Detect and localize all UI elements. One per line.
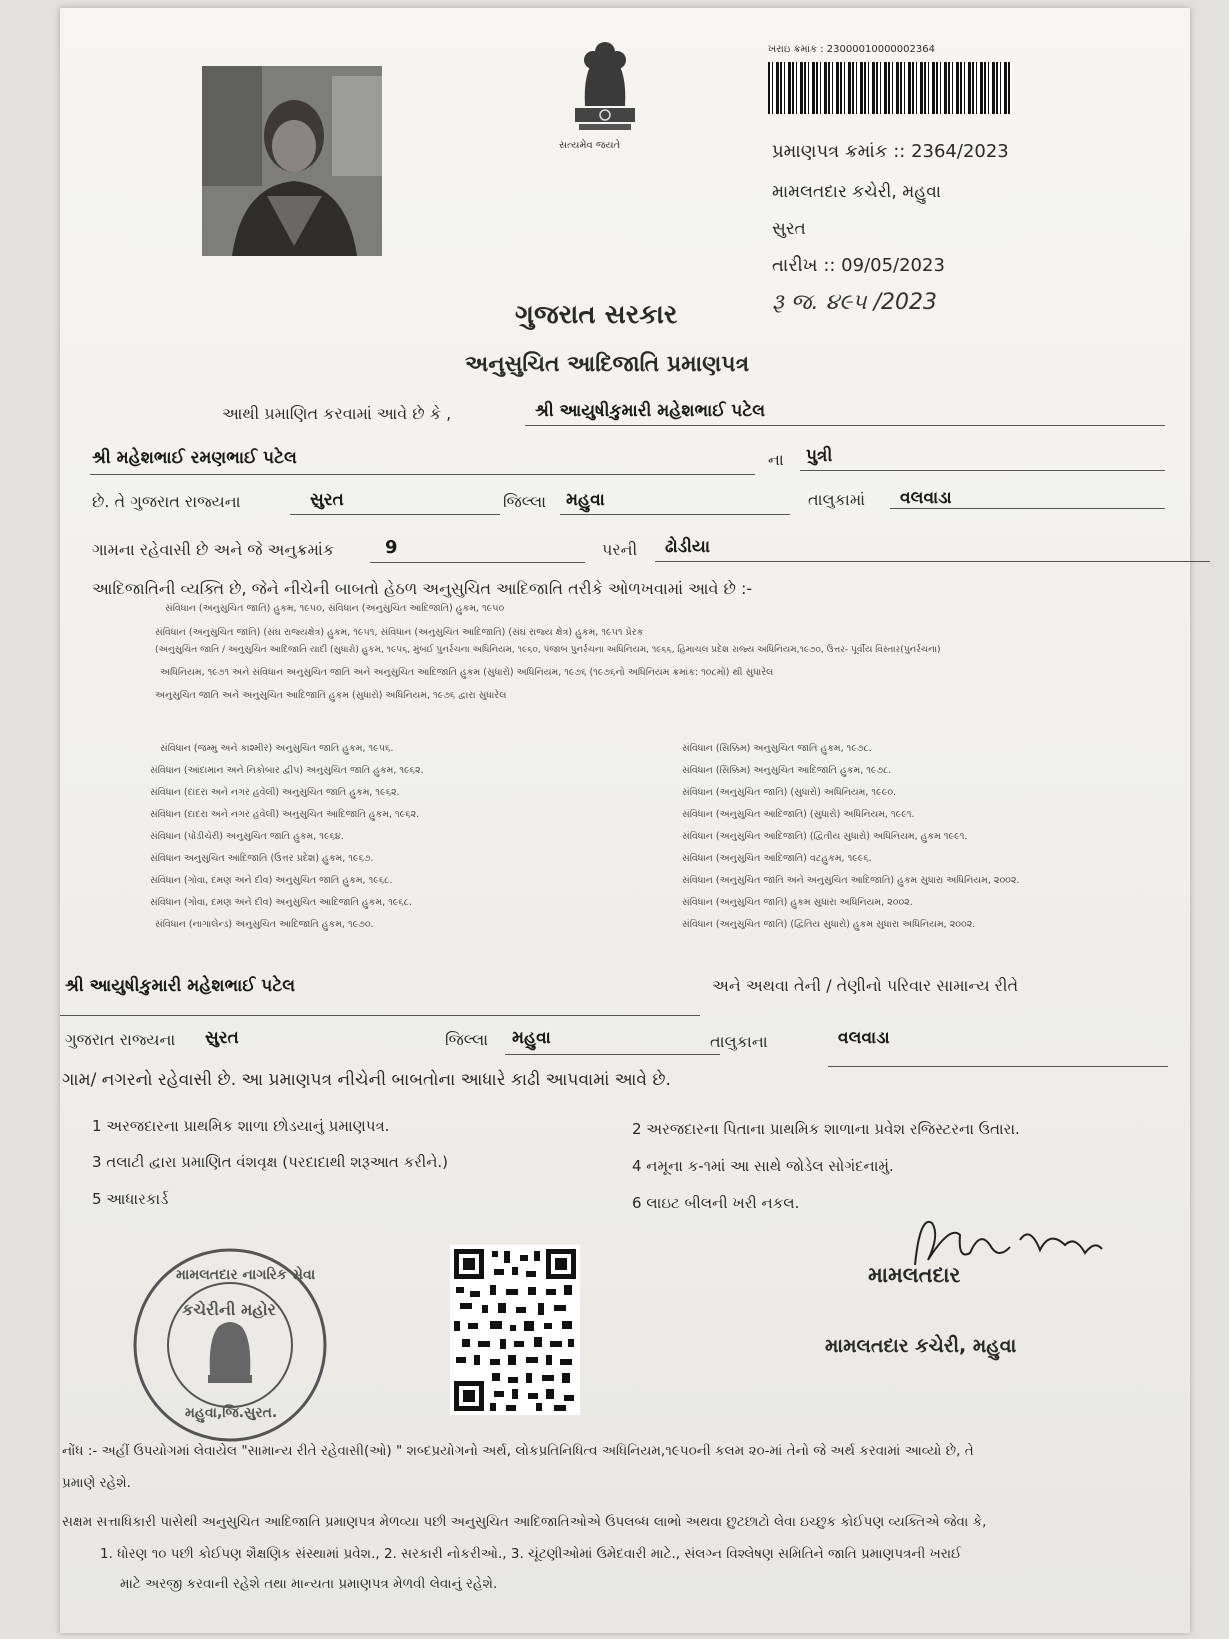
- father-underline: [90, 474, 755, 475]
- tribe-value: ઢોડીયા: [665, 537, 710, 557]
- village-underline: [890, 508, 1165, 509]
- emblem-motto: સત્યમેવ જયતે: [559, 140, 621, 151]
- law-left-item: સંવિધાન (જમ્મુ અને કાશ્મીર) અનુસુચિત જાતિ હુકમ, ૧૯૫૬.: [160, 743, 394, 754]
- residence-village-value: વલવાડા: [838, 1028, 890, 1048]
- document-item: 5 આધારકાર્ડ: [92, 1190, 169, 1208]
- residence-taluka-value: મહુવા: [512, 1028, 551, 1048]
- residence-district-label: જિલ્લા: [445, 1030, 489, 1049]
- seal-top-text: મામલતદાર નાગરિક સેવા: [176, 1267, 316, 1283]
- note-2: સક્ષમ સત્તાધિકારી પાસેથી અનુસુચિત આદિજાતિ પ્રમાણપત્ર મેળવ્યા પછી અનુસુચિત આદિજાતિઓએ ઉપલબ્ધ લાભો અથવા છુટછાટો લેવા ઇચ્છુક કોઈપણ વ્યક્તિએ જેવા કે,: [62, 1514, 987, 1530]
- residence-name-underline: [60, 1015, 700, 1016]
- law-right-item: સંવિધાન (સિક્કિમ) અનુસુચિત જાતિ હુકમ, ૧૯૭૮.: [682, 743, 872, 754]
- taluka-label: તાલુકામાં: [808, 490, 866, 509]
- name-underline: [525, 425, 1165, 426]
- resident-prefix: ગામના રહેવાસી છે અને જે અનુક્રમાંક: [92, 540, 335, 559]
- officer-title: મામલતદાર: [868, 1263, 961, 1287]
- government-title: ગુજરાત સરકાર: [515, 300, 678, 330]
- barcode-label: ખરાઇ ક્રમાંક : 23000010000002364: [768, 44, 935, 55]
- relation-value: પુત્રી: [806, 446, 833, 466]
- law-left-item: સંવિધાન (ગોવા, દમણ અને દીવ) અનુસુચિત આદિજાતિ હુકમ, ૧૯૬૮.: [150, 897, 412, 908]
- seal-bottom-text: મહુવા,જિ.સુરત.: [185, 1405, 278, 1421]
- law-left-item: સંવિધાન (દાદરા અને નગર હવેલી) અનુસુચિત આદિજાતિ હુકમ, ૧૯૬૨.: [150, 809, 420, 820]
- intro-text: આથી પ્રમાણિત કરવામાં આવે છે કે ,: [222, 404, 452, 423]
- law-right-item: સંવિધાન (અનુસુચિત આદિજાતિ) (દ્વિતીય સુધારો) અધિનિયમ, હુકમ ૧૯૯૧.: [682, 831, 968, 842]
- document-item: 3 તલાટી દ્વારા પ્રમાણિત વંશવૃક્ષ (પરદાદાથી શરૂઆત કરીને.): [92, 1153, 449, 1171]
- law-right-item: સંવિધાન (અનુસુચિત જાતિ અને અનુસુચિત આદિજાતિ) હુકમ સુધારા અધિનિયમ, ૨૦૦૨.: [682, 875, 1020, 886]
- residence-closing: ગામ/ નગરનો રહેવાસી છે. આ પ્રમાણપત્ર નીચેની બાબતોના આધારે કાઢી આપવામાં આવે છે.: [62, 1070, 671, 1090]
- serial-number: 9: [385, 537, 398, 558]
- law-left-item: સંવિધાન (નાગાલેન્ડ) અનુસુચિત આદિજાતિ હુકમ, ૧૯૭૦.: [155, 919, 374, 930]
- certificate-title: અનુસુચિત આદિજાતિ પ્રમાણપત્ર: [465, 352, 750, 377]
- note-3: 1. ધોરણ ૧૦ પછી કોઈપણ શૈક્ષણિક સંસ્થામાં પ્રવેશ., 2. સરકારી નોકરીઓ., 3. ચૂંટણીઓમાં ઉમેદવારી માટે., સંલગ્ન વિશ્લેષણ સમિતિને જાતિ પ્રમાણપત્રની ખરાઈ: [100, 1546, 962, 1562]
- certificate-number: પ્રમાણપત્ર ક્રમાંક :: 2364/2023: [772, 141, 1009, 162]
- law-right-item: સંવિધાન (અનુસુચિત જાતિ) (સુધારો) અધિનિયમ, ૧૯૯૦.: [682, 787, 897, 798]
- declaration-text: આદિજાતિની વ્યક્તિ છે, જેને નીચેની બાબતો હેઠળ અનુસુચિત આદિજાતિ તરીકે ઓળખવામાં આવે છે :-: [92, 579, 753, 598]
- national-emblem-icon: [555, 28, 655, 156]
- document-item: 1 અરજદારના પ્રાથમિક શાળા છોડયાનું પ્રમાણપત્ર.: [92, 1117, 390, 1135]
- district-label: જિલ્લા: [503, 492, 547, 511]
- law-left-item: સંવિધાન (ગોવા, દમણ અને દીવ) અનુસુચિત જાતિ હુકમ, ૧૯૬૮.: [150, 875, 393, 886]
- note-4: માટે અરજી કરવાની રહેશે તથા માન્યતા પ્રમાણપત્ર મેળવી લેવાનું રહેશે.: [120, 1576, 498, 1592]
- law-left-item: સંવિધાન (દાદરા અને નગર હવેલી) અનુસુચિત જાતિ હુકમ, ૧૯૬૨.: [150, 787, 400, 798]
- law-line: અધિનિયમ, ૧૯૭૧ અને સંવિધાન અનુસુચિત જાતિ અને અનુસુચિત આદિજાતિ હુકમ (સુધારો) અધિનિયમ, ૧૯૭૬ (૧૯૭૬નો અધિનિયમ ક્રમાંક: ૧૦૮મો) થી સુધારેલ: [160, 667, 774, 678]
- barcode-icon: [768, 62, 1012, 114]
- na-label: ના: [768, 450, 784, 469]
- law-right-item: સંવિધાન (અનુસુચિત જાતિ) (દ્વિતિય સુધારો) હુકમ સુધારા અધિનિયમ, ૨૦૦૨.: [682, 919, 976, 930]
- village-value: વલવાડા: [900, 488, 952, 508]
- law-right-item: સંવિધાન (અનુસુચિત આદિજાતિ) વટહુકમ, ૧૯૯૬.: [682, 853, 872, 864]
- document-item: 2 અરજદારના પિતાના પ્રાથમિક શાળાના પ્રવેશ રજિસ્ટરના ઉતારા.: [632, 1120, 1020, 1138]
- taluka-underline: [560, 514, 790, 515]
- applicant-photo: [202, 66, 382, 256]
- law-left-item: સંવિધાન (આંદામાન અને નિકોબાર દ્વીપ) અનુસુચિત જાતિ હુકમ, ૧૯૬૨.: [150, 765, 424, 776]
- residence-state-prefix: ગુજરાત રાજ્યના: [65, 1030, 176, 1049]
- residence-district-value: સુરત: [205, 1028, 239, 1048]
- note-1b: પ્રમાણે રહેશે.: [62, 1475, 131, 1491]
- handwritten-reference: રૂ જ. ૪૯૫ /2023: [772, 290, 938, 315]
- issue-date: તારીખ :: 09/05/2023: [772, 255, 945, 276]
- family-text: અને અથવા તેની / તેણીનો પરિવાર સામાન્ય રીતે: [712, 976, 1019, 995]
- document-item: 4 નમૂના ક-૧માં આ સાથે જોડેલ સોગંદનામું.: [632, 1157, 894, 1175]
- state-prefix: છે. તે ગુજરાત રાજ્યના: [92, 492, 241, 511]
- law-line: (અનુસુચિત જાતિ / અનુસુચિત આદિજાતિ યાદી (સુધારો) હુકમ, ૧૯૫૬, મુંબઈ પુનર્રચના અધિનિયમ, ૧૯૬૦, પંજાબ પુનર્રચના અધિનિયમ, ૧૯૬૬, હિમાચલ પ્રદેશ રાજ્ય અધિનિયમ,૧૯૭૦, ઉત્તર- પૂર્વીય વિસ્તાર(પુનર્રચના): [155, 645, 941, 655]
- tribe-underline: [655, 561, 1210, 562]
- district-underline: [290, 514, 500, 515]
- residence-taluka-underline: [505, 1054, 720, 1055]
- residence-village-underline: [828, 1066, 1168, 1067]
- district-value: સુરત: [310, 490, 344, 510]
- law-left-item: સંવિધાન અનુસુચિત આદિજાતિ (ઉત્તર પ્રદેશ) હુકમ, ૧૯૬૭.: [150, 853, 374, 864]
- issuing-office: મામલતદાર કચેરી, મહુવા: [772, 182, 942, 202]
- office-seal: [130, 1245, 330, 1445]
- law-left-item: સંવિધાન (પોંડીચેરી) અનુસુચિત જાતિ હુકમ, ૧૯૬૪.: [150, 831, 344, 842]
- issuing-district: સુરત: [772, 219, 806, 239]
- serial-underline: [370, 562, 585, 563]
- law-line: અનુસુચિત જાતિ અને અનુસુચિત આદિજાતિ હુકમ (સુધારો) અધિનિયમ, ૧૯૭૬ દ્વારા સુધારેલ: [155, 690, 507, 701]
- officer-office: મામલતદાર કચેરી, મહુવા: [825, 1335, 1017, 1357]
- par-label: પરની: [602, 540, 638, 559]
- residence-taluka-label: તાલુકાના: [710, 1032, 768, 1051]
- law-line: સંવિધાન (અનુસુચિત જાતિ) હુકમ, ૧૯૫૦, સંવિધાન (અનુસુચિત આદિજાતિ) હુકમ, ૧૯૫૦: [165, 603, 505, 614]
- document-item: 6 લાઇટ બીલની ખરી નકલ.: [632, 1194, 800, 1212]
- father-name: શ્રી મહેશભાઈ રમણભાઈ પટેલ: [92, 448, 297, 468]
- relation-underline: [800, 470, 1165, 471]
- law-right-item: સંવિધાન (અનુસુચિત આદિજાતિ) (સુધારો) અધિનિયમ, ૧૯૯૧.: [682, 809, 915, 820]
- law-line: સંવિધાન (અનુસુચિત જાતિ) (સંઘ રાજ્યક્ષેત્ર) હુકમ, ૧૯૫૧, સંવિધાન (અનુસુચિત આદિજાતિ) (સંઘ રાજ્ય ક્ષેત્ર) હુકમ, ૧૯૫૧ પ્રેરક: [155, 627, 644, 638]
- qr-code-icon: [450, 1245, 580, 1415]
- applicant-name: શ્રી આયુષીકુમારી મહેશભાઈ પટેલ: [535, 401, 766, 421]
- law-right-item: સંવિધાન (સિક્કિમ) અનુસુચિત આદિજાતિ હુકમ, ૧૯૭૮.: [682, 765, 892, 776]
- note-1: નોંધ :- અહીં ઉપયોગમાં લેવાયેલ "સામાન્ય રીતે રહેવાસી(ઓ) " શબ્દપ્રયોગનો અર્થ, લોકપ્રતિનિધિત્વ અધિનિયમ,૧૯૫૦ની કલમ ૨૦-માં તેનો જે અર્થ કરવામાં આવ્યો છે, તે: [62, 1443, 974, 1459]
- law-right-item: સંવિધાન (અનુસુચિત જાતિ) હુકમ સુધારા અધિનિયમ, ૨૦૦૨.: [682, 897, 913, 908]
- seal-middle-text: કચેરીની મહોર: [182, 1300, 276, 1319]
- taluka-value: મહુવા: [566, 490, 605, 510]
- residence-name: શ્રી આયુષીકુમારી મહેશભાઈ પટેલ: [65, 976, 296, 996]
